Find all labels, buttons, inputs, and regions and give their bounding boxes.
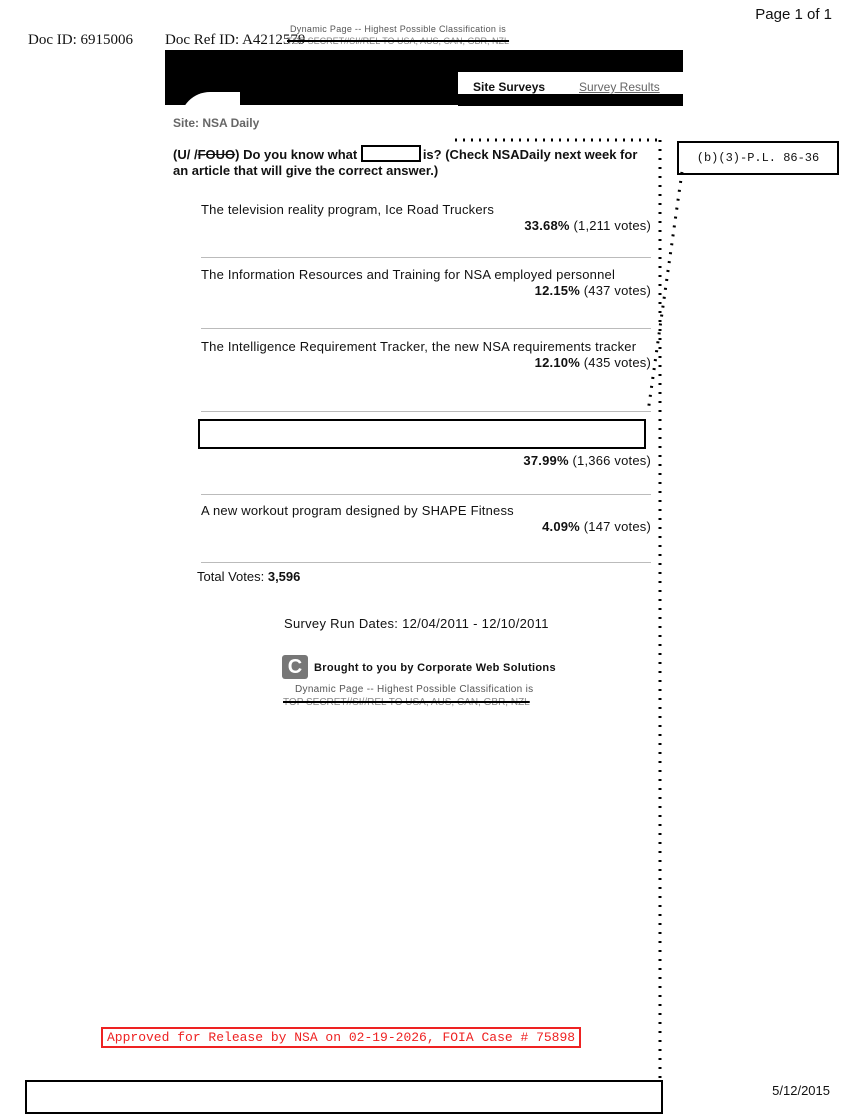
answer-item: A new workout program designed by SHAPE Fitness 4.09% (147 votes): [201, 503, 651, 534]
doc-id: Doc ID: 6915006: [28, 32, 133, 48]
doc-ref-id: Doc Ref ID: A4212579: [165, 32, 306, 48]
redacted-answer-box: [198, 419, 646, 449]
divider: [201, 411, 651, 412]
tab-survey-results[interactable]: Survey Results: [579, 80, 660, 94]
footer-classification-line1: Dynamic Page -- Highest Possible Classification is: [295, 684, 534, 695]
page-number: Page 1 of 1: [755, 6, 832, 23]
divider: [201, 257, 651, 258]
footer-classification-line2: TOP SECRET//SI//REL TO USA, AUS, CAN, GBR, NZL: [283, 697, 530, 708]
release-stamp: Approved for Release by NSA on 02-19-2026, FOIA Case # 75898: [101, 1027, 581, 1048]
divider: [201, 494, 651, 495]
brought-by-label: Brought to you by Corporate Web Solutions: [314, 662, 556, 674]
total-votes: Total Votes: 3,596: [197, 569, 301, 584]
tab-site-surveys[interactable]: Site Surveys: [473, 80, 546, 94]
redaction-box-bottom: [25, 1080, 663, 1114]
answer-item: The Information Resources and Training for NSA employed personnel 12.15% (437 votes): [201, 267, 651, 298]
answer-item: The Intelligence Requirement Tracker, the new NSA requirements tracker 12.10% (435 votes): [201, 339, 651, 370]
divider: [201, 562, 651, 563]
exemption-label: (b)(3)-P.L. 86-36: [677, 141, 839, 175]
answer-item: 37.99% (1,366 votes): [201, 419, 651, 468]
print-date: 5/12/2015: [772, 1083, 830, 1098]
answer-item: The television reality program, Ice Road Truckers 33.68% (1,211 votes): [201, 202, 651, 233]
divider: [201, 328, 651, 329]
survey-question: (U/ /FOUO) Do you know what is? (Check NSADaily next week for an article that will give the correct answer.): [173, 147, 638, 178]
site-label: Site: NSA Daily: [173, 116, 260, 130]
classification-banner-line1: Dynamic Page -- Highest Possible Classification is: [290, 24, 507, 34]
corporate-web-solutions-logo-icon: C: [282, 655, 308, 679]
survey-run-dates: Survey Run Dates: 12/04/2011 - 12/10/2011: [284, 616, 549, 631]
classification-banner-line2: TOP SECRET//SI//REL TO USA, AUS, CAN, GBR, NZL: [287, 36, 510, 46]
